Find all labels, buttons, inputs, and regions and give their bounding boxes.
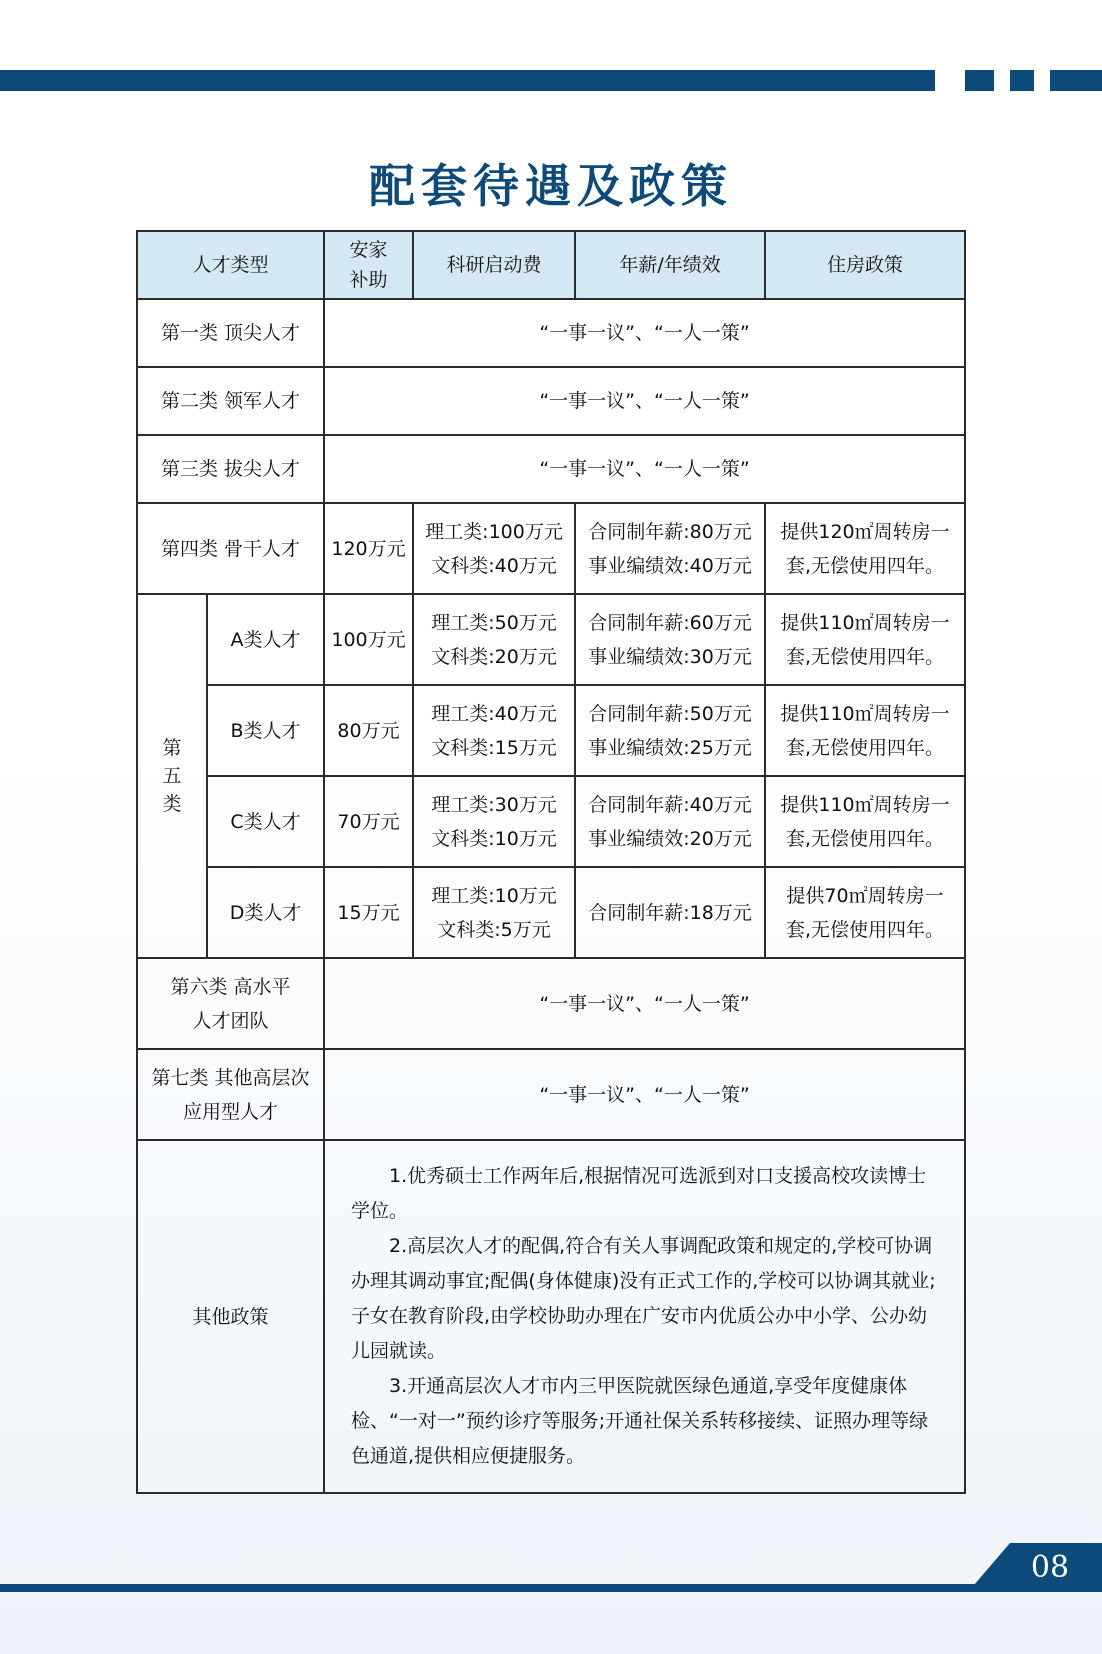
header-settle-line2: 补助 <box>349 269 388 291</box>
table-row <box>137 503 965 594</box>
salary-line: 事业编绩效:30万元 <box>588 645 752 668</box>
housing-cell <box>765 867 965 958</box>
salary-line: 合同制年薪:50万元 <box>588 702 752 725</box>
research-line: 文科类:5万元 <box>437 918 551 941</box>
table-row <box>137 435 965 503</box>
salary-cell: 合同制年薪:18万元 <box>575 867 765 958</box>
salary-cell <box>575 776 765 867</box>
table-row <box>137 776 965 867</box>
header-salary: 年薪/年绩效 <box>575 231 765 299</box>
salary-line: 事业编绩效:40万元 <box>588 554 752 577</box>
group-label-char: 类 <box>162 793 182 815</box>
research-line: 文科类:20万元 <box>431 645 557 668</box>
settle-cell: 70万元 <box>324 776 413 867</box>
salary-line: 事业编绩效:20万元 <box>588 827 752 850</box>
policy-paragraph: 1.优秀硕士工作两年后,根据情况可选派到对口支援高校攻读博士学位。 <box>351 1165 927 1222</box>
housing-line: 提供70㎡周转房一 <box>786 884 944 907</box>
table-row <box>137 299 965 367</box>
housing-cell <box>765 776 965 867</box>
research-line: 理工类:30万元 <box>431 793 557 816</box>
table-row <box>137 367 965 435</box>
table-row <box>137 1140 965 1493</box>
row-label: A类人才 <box>207 594 324 685</box>
row-label: 其他政策 <box>137 1140 324 1493</box>
top-decor-square-1 <box>965 70 994 91</box>
research-line: 理工类:10万元 <box>431 884 557 907</box>
research-line: 理工类:50万元 <box>431 611 557 634</box>
row-policy: “一事一议”、“一人一策” <box>324 367 965 435</box>
row-label: C类人才 <box>207 776 324 867</box>
row-label-line: 第七类 其他高层次 <box>151 1066 310 1089</box>
row-label: 第二类 领军人才 <box>137 367 324 435</box>
header-settle-line1: 安家 <box>349 239 388 261</box>
settle-cell: 100万元 <box>324 594 413 685</box>
benefits-table <box>136 230 966 1494</box>
research-cell <box>413 594 575 685</box>
salary-line: 合同制年薪:40万元 <box>588 793 752 816</box>
top-decor-bar <box>0 70 935 91</box>
other-policies-text <box>324 1140 965 1493</box>
housing-cell <box>765 503 965 594</box>
table-row <box>137 685 965 776</box>
settle-cell: 15万元 <box>324 867 413 958</box>
housing-line: 套,无偿使用四年。 <box>785 554 945 577</box>
group-label-char: 五 <box>162 765 182 787</box>
header-settle <box>324 231 413 299</box>
housing-cell <box>765 594 965 685</box>
housing-cell <box>765 685 965 776</box>
page-title: 配套待遇及政策 <box>369 159 733 213</box>
research-cell <box>413 776 575 867</box>
housing-line: 提供110㎡周转房一 <box>780 611 950 634</box>
salary-line: 合同制年薪:60万元 <box>588 611 752 634</box>
row-label: 第四类 骨干人才 <box>137 503 324 594</box>
policy-paragraph: 2.高层次人才的配偶,符合有关人事调配政策和规定的,学校可协调办理其调动事宜;配偶(身体健康)没有正式工作的,学校可以协调其就业;子女在教育阶段,由学校协助办理在广安市内优质公办中小学、公办幼儿园就读。 <box>351 1235 936 1362</box>
top-decor-square-2 <box>1010 70 1034 91</box>
research-line: 文科类:15万元 <box>431 736 557 759</box>
page-number: 08 <box>1030 1550 1070 1585</box>
policy-paragraph: 3.开通高层次人才市内三甲医院就医绿色通道,享受年度健康体检、“一对一”预约诊疗等服务;开通社保关系转移接续、证照办理等绿色通道,提供相应便捷服务。 <box>351 1375 929 1467</box>
settle-cell: 80万元 <box>324 685 413 776</box>
table-row <box>137 594 965 685</box>
row-label: D类人才 <box>207 867 324 958</box>
row-label: 第一类 顶尖人才 <box>137 299 324 367</box>
housing-line: 套,无偿使用四年。 <box>785 736 945 759</box>
header-research: 科研启动费 <box>413 231 575 299</box>
row-label: B类人才 <box>207 685 324 776</box>
group-label-char: 第 <box>162 737 182 759</box>
table-row <box>137 867 965 958</box>
bottom-decor-band <box>0 1584 1102 1592</box>
row-label <box>137 1049 324 1140</box>
research-line: 文科类:40万元 <box>431 554 557 577</box>
salary-line: 合同制年薪:80万元 <box>588 520 752 543</box>
table-row <box>137 1049 965 1140</box>
row-label: 第三类 拔尖人才 <box>137 435 324 503</box>
research-line: 理工类:100万元 <box>425 520 563 543</box>
research-cell <box>413 867 575 958</box>
settle-cell: 120万元 <box>324 503 413 594</box>
salary-cell <box>575 685 765 776</box>
housing-line: 套,无偿使用四年。 <box>785 918 945 941</box>
research-cell <box>413 685 575 776</box>
research-cell <box>413 503 575 594</box>
housing-line: 提供110㎡周转房一 <box>780 793 950 816</box>
row-policy: “一事一议”、“一人一策” <box>324 299 965 367</box>
row-label-line: 第六类 高水平 <box>170 975 291 998</box>
housing-line: 提供110㎡周转房一 <box>780 702 950 725</box>
row-label-line: 应用型人才 <box>183 1100 279 1123</box>
research-line: 理工类:40万元 <box>431 702 557 725</box>
row-label <box>137 958 324 1049</box>
row-policy: “一事一议”、“一人一策” <box>324 1049 965 1140</box>
header-housing: 住房政策 <box>765 231 965 299</box>
housing-line: 套,无偿使用四年。 <box>785 645 945 668</box>
housing-line: 套,无偿使用四年。 <box>785 827 945 850</box>
top-decor-square-3 <box>1050 70 1102 91</box>
housing-line: 提供120㎡周转房一 <box>780 520 950 543</box>
row-policy: “一事一议”、“一人一策” <box>324 435 965 503</box>
header-type: 人才类型 <box>137 231 324 299</box>
table-row <box>137 958 965 1049</box>
salary-cell <box>575 503 765 594</box>
group-label-fifth <box>137 594 207 958</box>
row-label-line: 人才团队 <box>192 1009 269 1032</box>
header-row <box>137 231 965 299</box>
salary-line: 事业编绩效:25万元 <box>588 736 752 759</box>
research-line: 文科类:10万元 <box>431 827 557 850</box>
row-policy: “一事一议”、“一人一策” <box>324 958 965 1049</box>
salary-cell <box>575 594 765 685</box>
